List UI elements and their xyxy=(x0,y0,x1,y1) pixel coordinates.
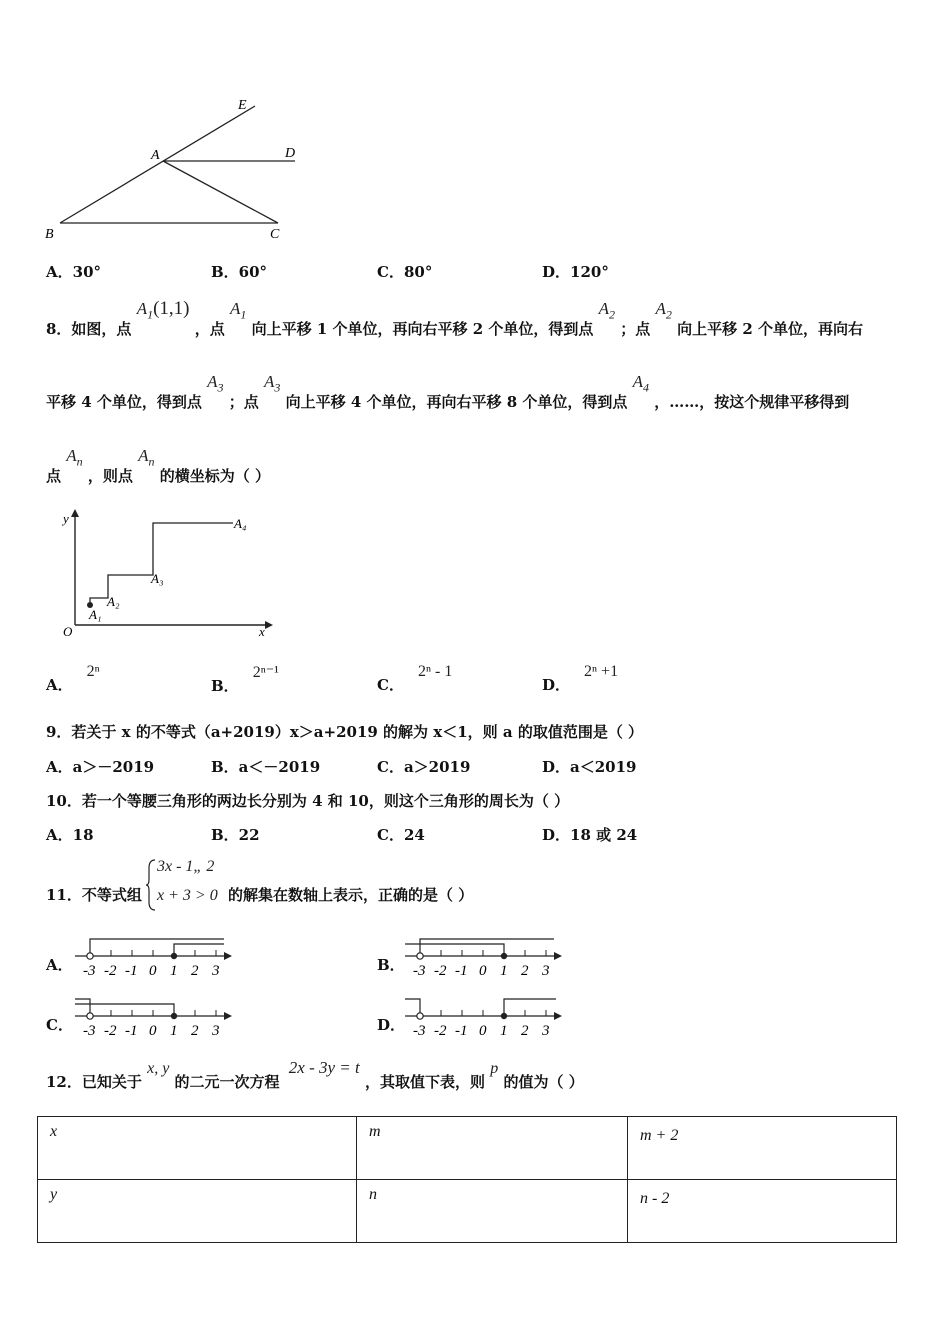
table-cell: n - 2 xyxy=(628,1180,897,1243)
tick-label: 3 xyxy=(212,963,220,979)
q11-option-c-letter: C． xyxy=(46,1016,73,1034)
tick-label: 2 xyxy=(191,963,199,979)
tick-label: -2 xyxy=(434,963,447,979)
table-cell: m + 2 xyxy=(628,1117,897,1180)
tick-label: -2 xyxy=(434,1023,447,1039)
q9-option-d: D．a＜2019 xyxy=(542,758,637,776)
q7-option-d: D．120° xyxy=(542,263,609,281)
label-A: A xyxy=(151,148,160,163)
tick-label: -1 xyxy=(125,1023,138,1039)
tick-label: -1 xyxy=(455,1023,468,1039)
q11-numberline-d xyxy=(400,995,570,1041)
tick-label: -3 xyxy=(413,963,426,979)
q10-option-a: A．18 xyxy=(46,826,94,844)
graph-label-a2: A₂ xyxy=(107,594,120,609)
q7-option-c: C．80° xyxy=(377,263,433,281)
q12-value-table xyxy=(37,1116,897,1243)
q11-numberline-a xyxy=(70,935,240,981)
q9-option-a: A．a＞－2019 xyxy=(46,758,155,776)
q9-question: 9．若关于 x 的不等式（a+2019）x＞a+2019 的解为 x＜1，则 a 的取值范围是（ ） xyxy=(46,723,644,741)
q11-option-d-letter: D． xyxy=(377,1016,406,1034)
label-C: C xyxy=(270,227,280,242)
label-B: B xyxy=(45,227,54,242)
q11-system-line-1: 3x - 1„ 2 xyxy=(157,858,215,875)
q11-numberline-c xyxy=(70,995,240,1041)
tick-label: -2 xyxy=(104,1023,117,1039)
tick-label: -3 xyxy=(413,1023,426,1039)
tick-label: 0 xyxy=(479,1023,487,1039)
q10-question: 10．若一个等腰三角形的两边长分别为 4 和 10，则这个三角形的周长为（ ） xyxy=(46,792,570,810)
q8-line-1: 8．如图，点 $A_1(1,1)$ ，点 $A_1$ 向上平移 1 个单位，再向右平移 2 个单位，得到点 $A_2$ ；点 $A_2$ 向上平移 2 个单位，再向右 xyxy=(46,298,863,338)
tick-label: 3 xyxy=(542,963,550,979)
q12-question: 12．已知关于 x, y 的二元一次方程 2x - 3y = t ，其取值下表，则 p 的值为（ ） xyxy=(46,1058,584,1091)
tick-label: 1 xyxy=(500,1023,508,1039)
q8-option-b: B．2ⁿ⁻¹ xyxy=(211,664,279,695)
tick-label: 3 xyxy=(212,1023,220,1039)
q7-option-a: A．30° xyxy=(46,263,102,281)
q11-numberline-b xyxy=(400,935,570,981)
q8-option-d: D．2ⁿ +1 xyxy=(542,663,619,694)
q10-option-c: C．24 xyxy=(377,826,425,844)
tick-label: -3 xyxy=(83,963,96,979)
table-cell: m xyxy=(357,1117,628,1180)
q8-option-a: A．2ⁿ xyxy=(46,663,100,694)
tick-label: 1 xyxy=(500,963,508,979)
graph-label-a4: A₄ xyxy=(234,516,247,531)
table-cell: y xyxy=(38,1180,357,1243)
q9-option-c: C．a＞2019 xyxy=(377,758,471,776)
tick-label: 0 xyxy=(149,1023,157,1039)
q11-brace xyxy=(145,858,157,912)
graph-label-o: O xyxy=(63,624,73,639)
q11-option-a-letter: A． xyxy=(46,956,73,974)
graph-label-a1: A₁ xyxy=(89,607,102,622)
q9-option-b: B．a＜－2019 xyxy=(211,758,321,776)
label-E: E xyxy=(238,98,247,113)
table-cell: n xyxy=(357,1180,628,1243)
q11-lead: 11．不等式组 xyxy=(46,886,142,904)
tick-label: 0 xyxy=(479,963,487,979)
tick-label: 3 xyxy=(542,1023,550,1039)
table-row xyxy=(38,1180,897,1243)
tick-label: -1 xyxy=(125,963,138,979)
tick-label: -3 xyxy=(83,1023,96,1039)
q10-option-d: D．18 或 24 xyxy=(542,826,638,844)
tick-label: -1 xyxy=(455,963,468,979)
graph-label-y: y xyxy=(63,511,69,526)
q8-staircase-graph xyxy=(55,505,285,645)
q10-option-b: B．22 xyxy=(211,826,260,844)
q11-system-line-2: x + 3 > 0 xyxy=(157,887,218,904)
table-row xyxy=(38,1117,897,1180)
graph-label-a3: A₃ xyxy=(151,571,164,586)
q7-option-b: B．60° xyxy=(211,263,268,281)
tick-label: 0 xyxy=(149,963,157,979)
q7-angle-figure xyxy=(40,92,310,247)
graph-label-x: x xyxy=(259,624,265,639)
tick-label: 2 xyxy=(521,1023,529,1039)
table-cell: x xyxy=(38,1117,357,1180)
q8-line-2: 平移 4 个单位，得到点 $A_3$ ；点 $A_3$ 向上平移 4 个单位，再向右平移 8 个单位，得到点 $A_4$ ，……，按这个规律平移得到 xyxy=(46,372,850,411)
tick-label: 2 xyxy=(521,963,529,979)
label-D: D xyxy=(285,146,296,161)
q11-tail: 的解集在数轴上表示，正确的是（ ） xyxy=(228,886,474,904)
q11-option-b-letter: B． xyxy=(377,956,405,974)
tick-label: 1 xyxy=(170,963,178,979)
q8-option-c: C．2ⁿ - 1 xyxy=(377,663,453,694)
tick-label: -2 xyxy=(104,963,117,979)
q8-line-3: 点 $A_n$ ，则点 $A_n$ 的横坐标为（ ） xyxy=(46,446,270,485)
tick-label: 1 xyxy=(170,1023,178,1039)
tick-label: 2 xyxy=(191,1023,199,1039)
